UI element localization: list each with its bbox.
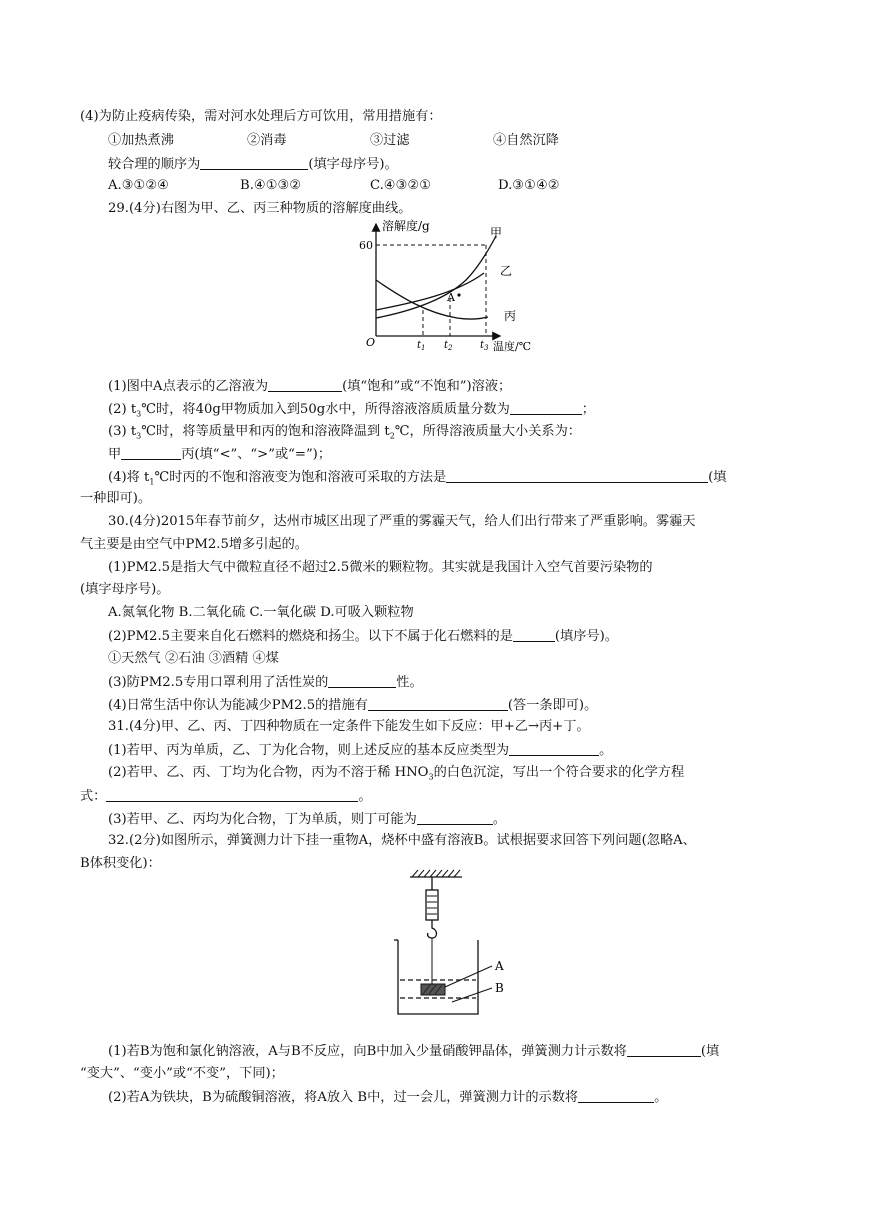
- answer-blank[interactable]: [446, 469, 708, 483]
- q28-4-option-d: D.③①④②: [498, 178, 560, 193]
- q30-part2-options: ①天然气 ②石油 ③酒精 ④煤: [108, 651, 279, 666]
- beaker: [398, 940, 478, 1014]
- answer-blank[interactable]: [328, 674, 396, 688]
- label-yi: 乙: [500, 264, 513, 278]
- q28-4-option-a: A.③①②④: [108, 178, 170, 193]
- label-bing: 丙: [504, 309, 517, 323]
- q28-4-stem: (4)为防止疫病传染，需对河水处理后方可饮用，常用措施有：: [80, 109, 442, 124]
- spring-scale-beaker-figure: [392, 870, 532, 1020]
- answer-blank[interactable]: [106, 788, 358, 802]
- tick-t3: $t_3$: [480, 340, 489, 352]
- q32-stem-line2: B体积变化)：: [80, 856, 161, 871]
- tick-t2: $t_2$: [444, 340, 453, 352]
- q29-part2: (2) $t_3℃$时，将40g甲物质加入到50g水中，所得溶液溶质质量分数为 ；: [108, 402, 595, 419]
- answer-blank[interactable]: [510, 401, 582, 415]
- answer-blank[interactable]: [513, 628, 555, 642]
- label-jia: 甲: [490, 226, 503, 240]
- q29-part1: (1)图中A点表示的乙溶液为 (填“饱和”或“不饱和”)溶液；: [108, 379, 512, 394]
- q32-part1: (1)若B为饱和氯化钠溶液，A与B不反应，向B中加入少量硝酸钾晶体，弹簧测力计示数将 (填: [108, 1044, 720, 1059]
- q31-stem: 31.(4分)甲、乙、丙、丁四种物质在一定条件下能发生如下反应：甲+乙→丙+丁。: [108, 719, 590, 734]
- y-tick-60: 60: [359, 239, 373, 252]
- label-point-a: A: [447, 291, 455, 304]
- answer-blank[interactable]: [200, 156, 308, 170]
- q28-4-measure-1: ①加热煮沸: [108, 133, 174, 148]
- q30-stem-line1: 30.(4分)2015年春节前夕，达州市城区出现了严重的雾霾天气，给人们出行带来了严重影响。雾霾天: [108, 514, 696, 529]
- q29-part3: (3) $t_3℃$时，将等质量甲和丙的饱和溶液降温到 $t_2℃$，所得溶液质量大小关系为：: [108, 424, 581, 441]
- solubility-curve-graph: [359, 218, 542, 356]
- q29-stem: 29.(4分)右图为甲、乙、丙三种物质的溶解度曲线。: [108, 201, 412, 216]
- q30-part1-options: A.氮氧化物 B.二氧化硫 C.一氧化碳 D.可吸入颗粒物: [108, 605, 414, 620]
- q32-part1-cont: “变大”、“变小”或“不变”，下同)；: [80, 1066, 284, 1081]
- q30-part1-line2: (填字母序号)。: [80, 582, 170, 597]
- q32-stem-line1: 32.(2分)如图所示，弹簧测力计下挂一重物A，烧杯中盛有溶液B。试根据要求回答下列问题(忽略A、: [108, 833, 696, 848]
- spring-scale: [426, 890, 438, 920]
- q31-part3: (3)若甲、乙、丙均为化合物，丁为单质，则丁可能为 。: [108, 812, 506, 827]
- point-a-dot: [457, 293, 460, 296]
- answer-blank[interactable]: [121, 446, 181, 460]
- q28-4-measure-2: ②消毒: [247, 133, 287, 148]
- q31-part2-cont: 式： 。: [80, 789, 372, 804]
- x-axis-label: 温度/℃: [493, 340, 532, 353]
- answer-blank[interactable]: [268, 378, 342, 392]
- q30-part3: (3)防PM2.5专用口罩利用了活性炭的 性。: [108, 675, 423, 690]
- answer-blank[interactable]: [578, 1089, 654, 1103]
- label-b: B: [495, 981, 504, 995]
- q28-4-measure-3: ③过滤: [370, 133, 410, 148]
- pointer-b: [452, 988, 492, 1002]
- q29-part4: (4)将 $t_1℃$时丙的不饱和溶液变为饱和溶液可采取的方法是 (填: [108, 470, 727, 487]
- answer-blank[interactable]: [509, 742, 599, 756]
- answer-blank[interactable]: [417, 811, 493, 825]
- q28-4-measure-4: ④自然沉降: [493, 133, 559, 148]
- scale-hook: [428, 920, 437, 938]
- y-axis-label: 溶解度/g: [382, 219, 430, 233]
- answer-blank[interactable]: [627, 1043, 701, 1057]
- label-a: A: [495, 959, 504, 973]
- q30-part1-line1: (1)PM2.5是指大气中微粒直径不超过2.5微米的颗粒物。其实就是我国计入空气首要污染物的: [108, 560, 653, 575]
- curve-bing: [376, 280, 488, 319]
- q28-4-option-c: C.④③②①: [370, 178, 432, 193]
- q29-part4-cont: 一种即可)。: [80, 491, 152, 506]
- q30-stem-line2: 气主要是由空气中PM2.5增多引起的。: [80, 537, 308, 552]
- origin-label: O: [366, 336, 376, 349]
- q28-4-order-line: 较合理的顺序为 (填字母序号)。: [108, 157, 398, 172]
- q28-4-option-b: B.④①③②: [240, 178, 302, 193]
- tick-t1: $t_1$: [417, 340, 426, 352]
- q30-part4: (4)日常生活中你认为能减少PM2.5的措施有 (答一条即可)。: [108, 698, 598, 713]
- q31-part1: (1)若甲、丙为单质，乙、丁为化合物，则上述反应的基本反应类型为 。: [108, 743, 613, 758]
- q29-part3-answer: 甲 丙(填“<”、“>”或“=”)；: [108, 447, 332, 462]
- pointer-a: [445, 966, 492, 987]
- answer-blank[interactable]: [368, 697, 508, 711]
- q31-part2: (2)若甲、乙、丙、丁均为化合物，丙为不溶于稀 $HNO_3$的白色沉淀，写出一个符合要求的化学方程: [108, 765, 685, 782]
- q32-part2: (2)若A为铁块，B为硫酸铜溶液，将A放入 B中，过一会儿，弹簧测力计的示数将 。: [108, 1090, 668, 1105]
- q30-part2: (2)PM2.5主要来自化石燃料的燃烧和扬尘。以下不属于化石燃料的是 (填序号)。: [108, 629, 618, 644]
- ceiling-hatching: [412, 870, 460, 877]
